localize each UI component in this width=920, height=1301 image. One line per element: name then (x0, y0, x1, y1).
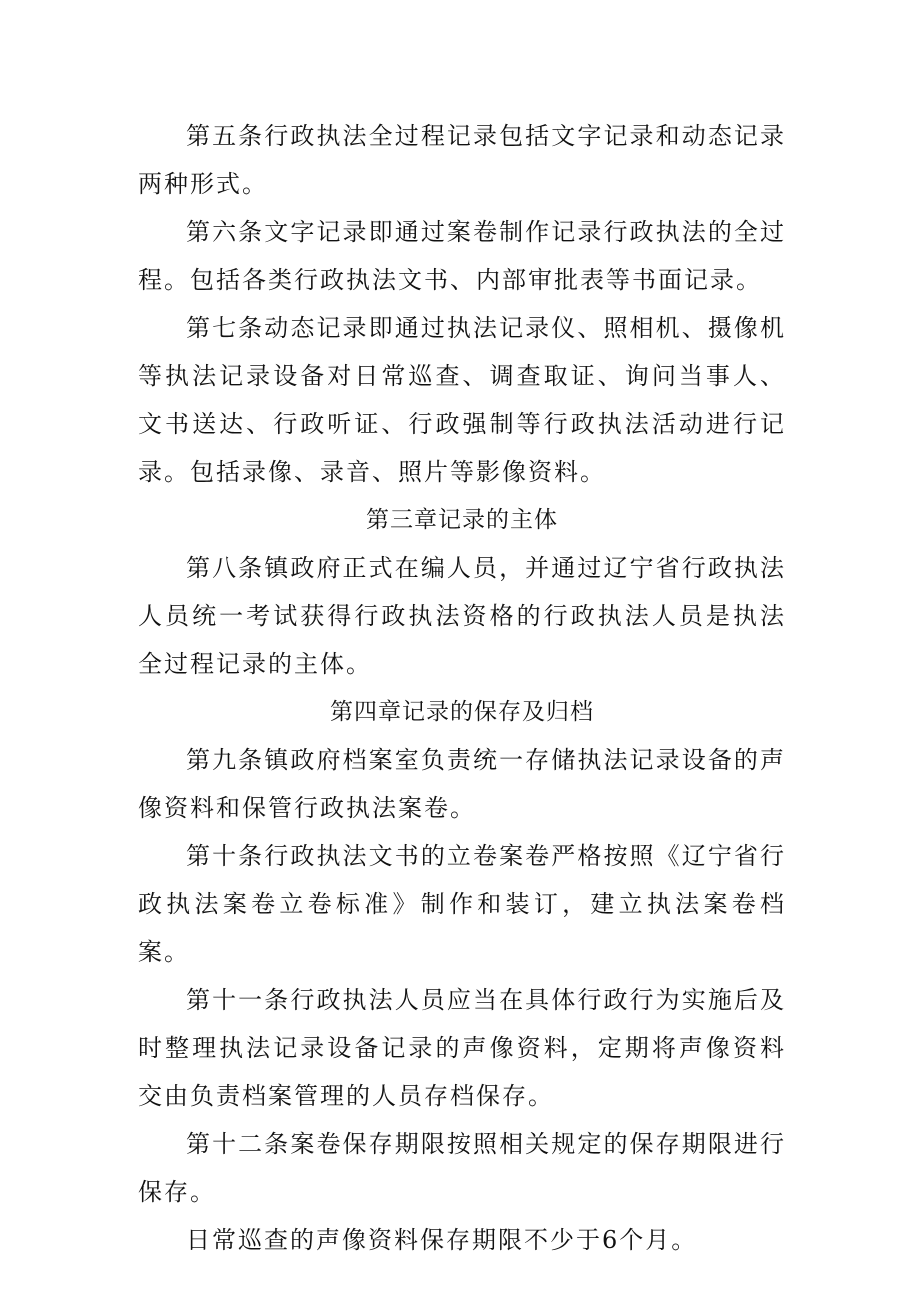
article-8: 第八条镇政府正式在编人员，并通过辽宁省行政执法人员统一考试获得行政执法资格的行政执法人员是执法全过程记录的主体。 (138, 554, 786, 678)
article-12-continued: 日常巡查的声像资料保存期限不少于6个月。 (186, 1226, 698, 1254)
chapter-4-heading: 第四章记录的保存及归档 (330, 699, 594, 725)
article-7: 第七条动态记录即通过执法记录仪、照相机、摄像机等执法记录设备对日常巡查、调查取证、询问当事人、文书送达、行政听证、行政强制等行政执法活动进行记录。包括录像、录音、照片等影像资料。 (138, 314, 786, 486)
document-body (138, 112, 786, 1264)
article-12: 第十二条案卷保存期限按照相关规定的保存期限进行保存。 (138, 1130, 786, 1206)
article-9: 第九条镇政府档案室负责统一存储执法记录设备的声像资料和保管行政执法案卷。 (138, 746, 786, 822)
article-6: 第六条文字记录即通过案卷制作记录行政执法的全过程。包括各类行政执法文书、内部审批表等书面记录。 (138, 218, 786, 294)
article-5: 第五条行政执法全过程记录包括文字记录和动态记录两种形式。 (138, 122, 786, 198)
article-10: 第十条行政执法文书的立卷案卷严格按照《辽宁省行政执法案卷立卷标准》制作和装订，建立执法案卷档案。 (138, 842, 786, 966)
article-11: 第十一条行政执法人员应当在具体行政行为实施后及时整理执法记录设备记录的声像资料，定期将声像资料交由负责档案管理的人员存档保存。 (138, 986, 786, 1110)
chapter-3-heading: 第三章记录的主体 (366, 507, 558, 533)
